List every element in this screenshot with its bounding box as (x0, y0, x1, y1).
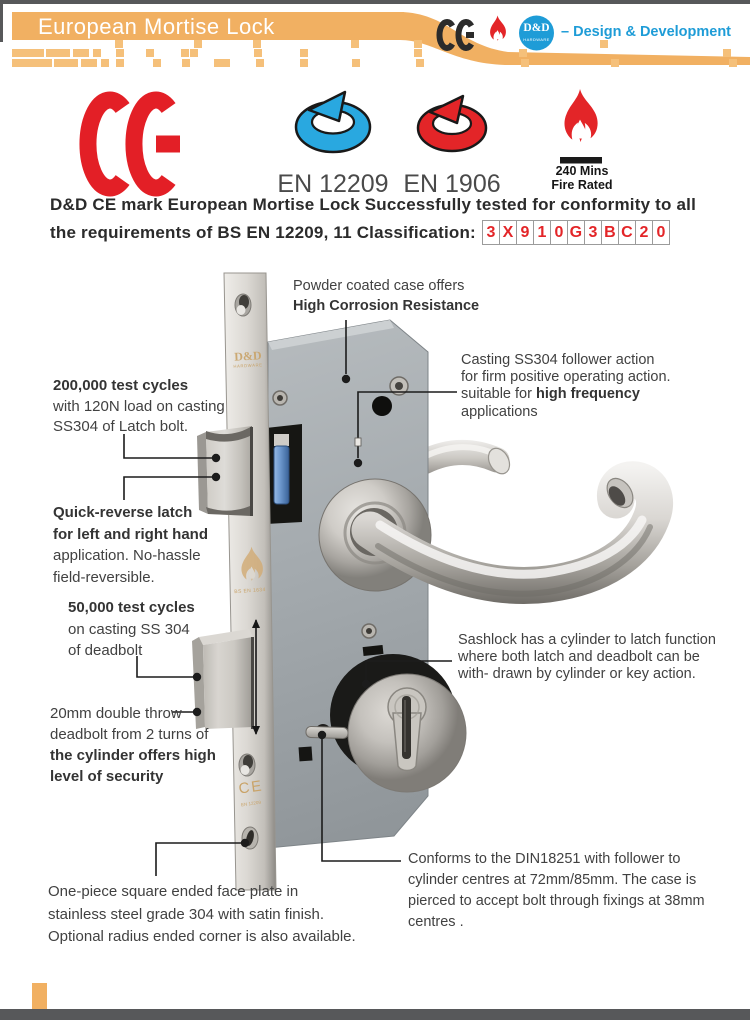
classification-cell: B (601, 220, 619, 245)
statement-line2-row (50, 220, 670, 245)
follower-clip (355, 438, 361, 446)
footer-accent (32, 983, 47, 1009)
classification-cell: 0 (652, 220, 670, 245)
statement-line2: the requirements of BS EN 12209, 11 Classification: (50, 222, 476, 242)
dd-logo-tagline: – Design & Development (561, 24, 732, 40)
classification-cell: 3 (584, 220, 602, 245)
cert-label-en1906: EN 1906 (403, 170, 501, 198)
statement-line1: D&D CE mark European Mortise Lock Successfully tested for conformity to all (50, 195, 697, 214)
classification-code (483, 220, 670, 245)
header-fire-icon (490, 15, 506, 40)
fire-rated-icon (564, 89, 597, 142)
bolt-through-pin (306, 726, 348, 738)
classification-cell: 0 (550, 220, 568, 245)
follower-hole (372, 396, 392, 416)
page-title: European Mortise Lock (38, 14, 275, 39)
annotation-double-throw: 20mm double throw deadbolt from 2 turns of the cylinder offers high level of security (50, 705, 216, 785)
etched-brand-sub: HARDWARE (233, 362, 263, 369)
cert-label-en12209: EN 12209 (277, 170, 389, 198)
classification-cell: C (618, 220, 636, 245)
classification-cell: 2 (635, 220, 653, 245)
annotation-200k-cycles: 200,000 test cycles with 120N load on casting SS304 of Latch bolt. (53, 377, 225, 435)
en12209-rotation-icon (296, 92, 370, 152)
lever-return-stub (424, 445, 514, 478)
annotation-din18251: Conforms to the DIN18251 with follower to cylinder centres at 72mm/85mm. The case is pierced to accept bolt through fixings at 38mm centres . (408, 851, 705, 930)
etched-ce-sub: EN 12209 (240, 799, 262, 808)
classification-cell: 9 (516, 220, 534, 245)
classification-cell: G (567, 220, 585, 245)
fire-rated-underline (560, 157, 602, 164)
fire-rated-line2: Fire Rated (551, 178, 613, 192)
case-notch (299, 747, 313, 762)
annotation-sashlock: Sashlock has a cylinder to latch function where both latch and deadbolt can be with- drawn by cylinder or key action. (458, 632, 716, 683)
etched-brand: D&D (233, 348, 262, 364)
classification-cell: 3 (482, 220, 500, 245)
keyway (402, 696, 411, 759)
etched-ce-mark: CE (237, 777, 265, 798)
annotation-powder-coated: Powder coated case offers High Corrosion Resistance (293, 278, 480, 314)
dd-logo-name: D&D (523, 22, 550, 34)
classification-cell: 1 (533, 220, 551, 245)
etched-fire-standard: BS EN 1634 (234, 586, 266, 596)
footer-bar (0, 1009, 750, 1020)
classification-cell: X (499, 220, 517, 245)
annotation-face-plate: One-piece square ended face plate in stainless steel grade 304 with satin finish. Optional radius ended corner is also available. (48, 883, 356, 945)
en1906-rotation-icon (418, 96, 486, 151)
annotation-50k-cycles: 50,000 test cycles on casting SS 304 of deadbolt (68, 599, 195, 659)
ce-mark-large (88, 100, 180, 188)
annotation-quick-reverse: Quick-reverse latch for left and right hand application. No-hassle field-reversible. (53, 504, 208, 586)
fire-rated-line1: 240 Mins (555, 164, 609, 178)
dd-logo-sub: HARDWARE (523, 37, 550, 42)
annotation-casting-follower: Casting SS304 follower action for firm positive operating action. suitable for high frequency applications (461, 352, 671, 420)
latch-mechanism-cutout (266, 424, 302, 524)
